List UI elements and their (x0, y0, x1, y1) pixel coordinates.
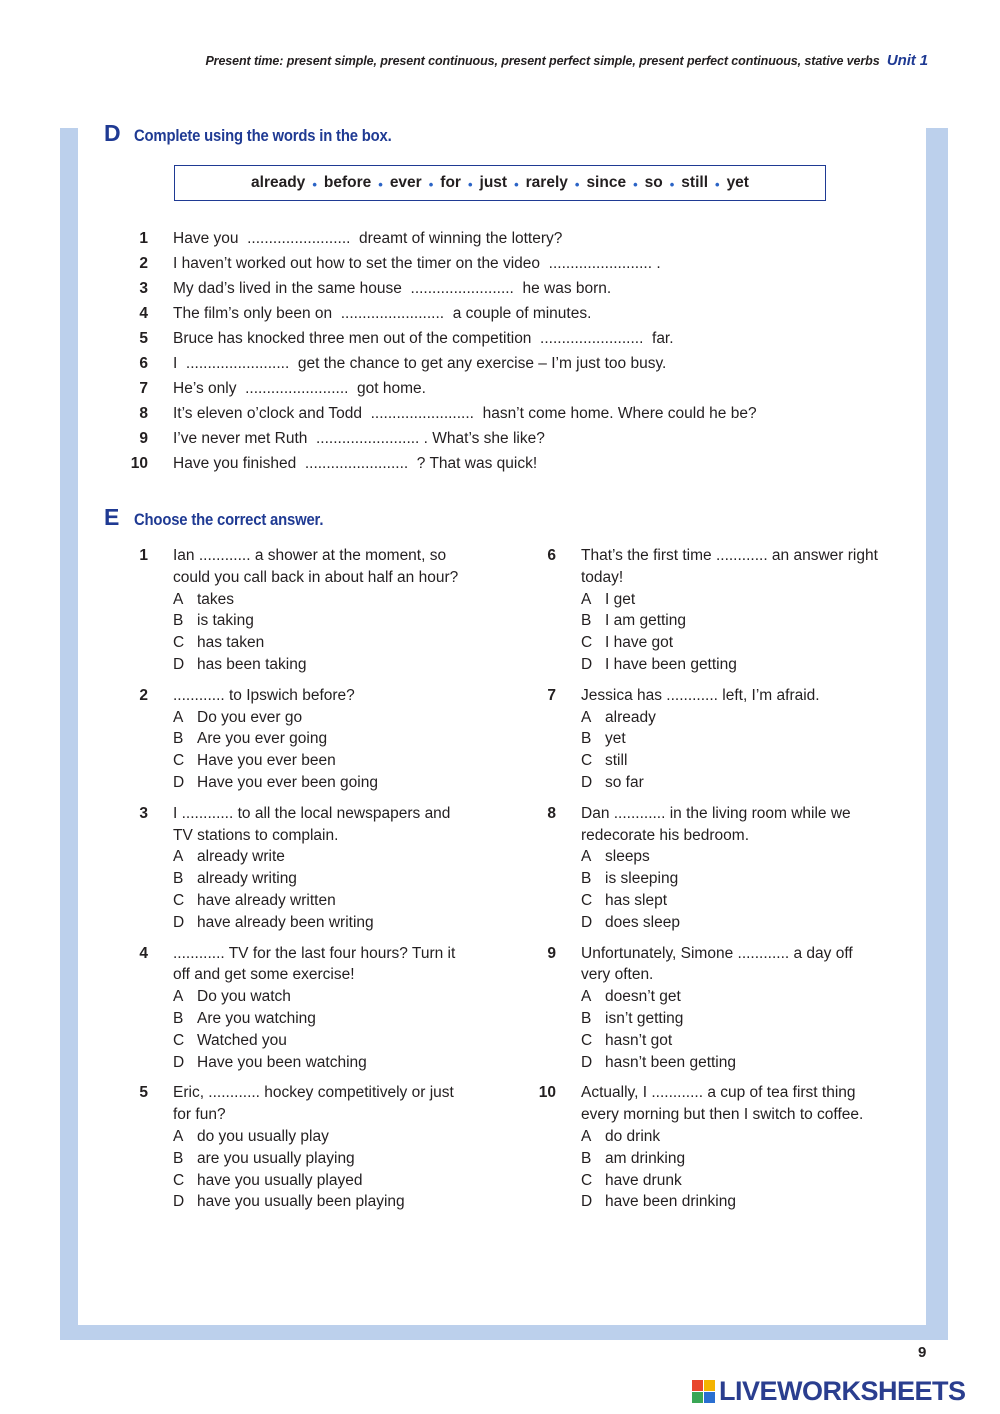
option-text: have you usually been playing (197, 1193, 405, 1211)
option-letter: C (581, 891, 593, 909)
box-word: yet (726, 174, 749, 191)
option-letter: A (581, 1127, 592, 1145)
option-letter: A (173, 1127, 184, 1145)
exercise-d-item (118, 451, 878, 476)
option-text: already write (197, 848, 285, 866)
item-sentence[interactable]: I ........................ get the chance to get any exercise – I’m just too busy. (173, 354, 667, 372)
answer-option[interactable] (581, 890, 881, 912)
answer-option[interactable] (173, 1030, 473, 1052)
option-text: already writing (197, 870, 297, 888)
word-separator: • (669, 176, 675, 192)
answer-option[interactable] (173, 707, 473, 729)
exercise-e-question (526, 685, 886, 794)
item-number: 7 (139, 379, 148, 397)
option-text: have been drinking (605, 1193, 736, 1211)
section-e-right-column (526, 545, 886, 1222)
option-text: hasn’t been getting (605, 1053, 736, 1071)
option-letter: A (173, 988, 184, 1006)
liveworksheets-logo-icon (692, 1380, 716, 1404)
answer-option[interactable] (581, 986, 881, 1008)
question-body (581, 685, 881, 794)
option-text: does sleep (605, 913, 680, 931)
option-letter: A (581, 988, 592, 1006)
question-number: 9 (547, 944, 556, 962)
exercise-e-question (118, 943, 478, 1074)
box-word: since (586, 174, 627, 191)
option-text: I get (605, 590, 636, 608)
option-text: I am getting (605, 612, 686, 630)
answer-option[interactable] (173, 912, 473, 934)
option-letter: B (581, 1009, 592, 1027)
option-text: Have you been watching (197, 1053, 367, 1071)
exercise-d-item (118, 326, 878, 351)
option-text: hasn’t got (605, 1031, 673, 1049)
exercise-e-question (118, 803, 478, 934)
item-number: 6 (139, 354, 148, 372)
header-unit: Unit 1 (886, 52, 928, 69)
word-separator: • (428, 176, 434, 192)
option-letter: D (581, 773, 593, 791)
option-text: Are you ever going (197, 730, 328, 748)
liveworksheets-logo (692, 1376, 966, 1407)
option-text: is taking (197, 612, 254, 630)
option-letter: B (581, 612, 592, 630)
item-sentence[interactable]: Bruce has knocked three men out of the competition ........................ far. (173, 329, 674, 347)
question-number: 5 (139, 1084, 148, 1102)
page-header (0, 52, 928, 69)
option-text: doesn’t get (605, 988, 681, 1006)
option-text: has slept (605, 891, 668, 909)
answer-option[interactable] (173, 846, 473, 868)
word-separator: • (378, 176, 383, 192)
answer-option[interactable] (173, 868, 473, 890)
option-letter: D (581, 1193, 593, 1211)
option-letter: C (173, 634, 185, 652)
word-separator: • (574, 176, 580, 192)
word-separator: • (467, 176, 473, 192)
option-letter: A (581, 708, 592, 726)
section-e-heading (104, 504, 344, 531)
question-stem: Eric, ............ hockey competitively or just for fun? (173, 1084, 454, 1124)
option-letter: D (581, 655, 593, 673)
option-letter: D (173, 913, 185, 931)
section-e-left-column (118, 545, 478, 1222)
answer-option[interactable] (581, 772, 881, 794)
item-number: 5 (139, 329, 148, 347)
answer-option[interactable] (581, 632, 881, 654)
option-letter: A (173, 848, 184, 866)
answer-option[interactable] (173, 986, 473, 1008)
option-letter: D (173, 655, 185, 673)
item-number: 4 (139, 304, 148, 322)
answer-option[interactable] (581, 1052, 881, 1074)
item-sentence[interactable]: The film’s only been on ........................ a couple of minutes. (173, 304, 592, 322)
word-separator: • (715, 176, 720, 192)
answer-option[interactable] (581, 868, 881, 890)
option-text: I have been getting (605, 655, 737, 673)
answer-option[interactable] (173, 728, 473, 750)
question-stem: That’s the first time ............ an answer right today! (581, 547, 878, 586)
answer-option[interactable] (581, 1148, 881, 1170)
option-letter: C (581, 1171, 593, 1189)
box-word: before (323, 174, 372, 191)
option-letter: A (581, 848, 592, 866)
option-letter: B (581, 1149, 592, 1167)
section-e-instruction: Choose the correct answer. (134, 511, 324, 529)
answer-option[interactable] (173, 1052, 473, 1074)
option-text: sleeps (605, 848, 650, 866)
question-number: 7 (547, 686, 556, 704)
answer-option[interactable] (173, 632, 473, 654)
question-body (173, 545, 473, 676)
answer-option[interactable] (581, 589, 881, 611)
question-number: 2 (139, 686, 148, 704)
question-stem: ............ to Ipswich before? (173, 686, 355, 704)
answer-option[interactable] (581, 728, 881, 750)
option-text: Do you watch (197, 988, 291, 1006)
option-text: do drink (605, 1127, 661, 1145)
exercise-d-item (118, 376, 878, 401)
option-text: Do you ever go (197, 708, 303, 726)
option-letter: C (173, 752, 185, 770)
item-sentence[interactable]: Have you finished ........................ ? That was quick! (173, 454, 538, 472)
option-letter: B (581, 870, 592, 888)
exercise-e-question (118, 545, 478, 676)
question-stem: ............ TV for the last four hours? Turn it off and get some exercise! (173, 944, 456, 984)
item-number: 3 (139, 279, 148, 297)
option-letter: C (173, 1171, 185, 1189)
option-letter: B (173, 1149, 184, 1167)
item-number: 1 (139, 229, 148, 247)
option-text: are you usually playing (197, 1149, 355, 1167)
question-body (581, 545, 881, 676)
box-word: still (681, 174, 708, 191)
question-number: 8 (547, 804, 556, 822)
section-d-list (118, 226, 878, 476)
option-letter: D (173, 773, 185, 791)
word-box (174, 165, 826, 201)
option-letter: B (173, 612, 184, 630)
question-body (581, 1082, 881, 1213)
section-d-letter: D (104, 120, 121, 146)
exercise-e-question (526, 1082, 886, 1213)
option-letter: A (173, 708, 184, 726)
item-sentence[interactable]: He’s only ........................ got home. (173, 379, 426, 397)
question-number: 6 (547, 547, 556, 564)
exercise-e-question (526, 803, 886, 934)
option-text: have already been writing (197, 913, 374, 931)
question-stem: Ian ............ a shower at the moment, so could you call back in about half an hour? (173, 547, 459, 586)
answer-option[interactable] (581, 912, 881, 934)
question-number: 3 (139, 804, 148, 822)
exercise-d-item (118, 426, 878, 451)
exercise-d-item (118, 401, 878, 426)
item-sentence[interactable]: It’s eleven o’clock and Todd ........................ hasn’t come home. Where could he be? (173, 404, 757, 422)
option-letter: C (581, 752, 593, 770)
option-letter: D (173, 1053, 185, 1071)
option-text: Watched you (197, 1031, 287, 1049)
page-number: 9 (918, 1344, 927, 1361)
answer-option[interactable] (173, 890, 473, 912)
option-letter: C (581, 634, 593, 652)
item-sentence[interactable]: I’ve never met Ruth ........................ . What’s she like? (173, 429, 545, 447)
box-word: already (251, 174, 306, 191)
answer-option[interactable] (581, 846, 881, 868)
answer-option[interactable] (173, 1126, 473, 1148)
question-stem: I ............ to all the local newspapers and TV stations to complain. (173, 804, 451, 844)
option-text: already (605, 708, 656, 726)
option-letter: A (581, 590, 592, 608)
box-word: for (440, 174, 461, 191)
exercise-d-item (118, 251, 878, 276)
option-letter: D (173, 1193, 185, 1211)
item-number: 8 (139, 404, 148, 422)
option-text: do you usually play (197, 1127, 329, 1145)
question-stem: Jessica has ............ left, I’m afraid. (581, 686, 820, 704)
answer-option[interactable] (173, 750, 473, 772)
question-body (581, 943, 881, 1074)
answer-option[interactable] (581, 610, 881, 632)
answer-option[interactable] (173, 772, 473, 794)
option-text: Have you ever been (197, 752, 336, 770)
option-text: isn’t getting (605, 1009, 684, 1027)
option-text: is sleeping (605, 870, 679, 888)
exercise-d-item (118, 276, 878, 301)
header-topic: Present time: present simple, present continuous, present perfect simple, present perfect continuous, stative verbs (205, 54, 880, 68)
option-text: has taken (197, 634, 265, 652)
answer-option[interactable] (173, 1148, 473, 1170)
section-d-instruction: Complete using the words in the box. (134, 127, 392, 145)
question-stem: Actually, I ............ a cup of tea first thing every morning but then I switch to coffee. (581, 1084, 864, 1124)
option-text: so far (605, 773, 644, 791)
answer-option[interactable] (581, 707, 881, 729)
section-e-letter: E (104, 504, 120, 530)
option-text: am drinking (605, 1149, 686, 1167)
exercise-d-item (118, 351, 878, 376)
answer-option[interactable] (581, 1126, 881, 1148)
item-sentence[interactable]: My dad’s lived in the same house ........................ he was born. (173, 279, 612, 297)
question-body (173, 685, 473, 794)
box-word: just (479, 174, 508, 191)
option-text: still (605, 752, 628, 770)
box-word: ever (389, 174, 422, 191)
item-number: 10 (130, 454, 148, 472)
item-sentence[interactable]: Have you ........................ dreamt of winning the lottery? (173, 229, 563, 247)
question-number: 1 (139, 547, 148, 564)
option-text: has been taking (197, 655, 307, 673)
word-separator: • (312, 176, 317, 192)
question-number: 10 (538, 1084, 556, 1102)
exercise-e-question (526, 545, 886, 676)
option-letter: D (581, 913, 593, 931)
item-number: 9 (139, 429, 148, 447)
box-word: rarely (525, 174, 568, 191)
option-letter: C (173, 1031, 185, 1049)
answer-option[interactable] (581, 750, 881, 772)
question-body (581, 803, 881, 934)
exercise-d-item (118, 226, 878, 251)
section-d-heading (104, 120, 420, 147)
answer-option[interactable] (173, 610, 473, 632)
item-number: 2 (139, 254, 148, 272)
exercise-e-question (526, 943, 886, 1074)
box-word: so (644, 174, 663, 191)
item-sentence[interactable]: I haven’t worked out how to set the timer on the video ........................ . (173, 254, 661, 272)
option-text: yet (605, 730, 626, 748)
answer-option[interactable] (581, 1170, 881, 1192)
option-letter: D (581, 1053, 593, 1071)
option-letter: C (581, 1031, 593, 1049)
option-text: I have got (605, 634, 674, 652)
option-letter: B (173, 730, 184, 748)
option-letter: B (173, 1009, 184, 1027)
exercise-e-question (118, 685, 478, 794)
question-number: 4 (139, 944, 148, 962)
option-letter: A (173, 590, 184, 608)
option-text: takes (197, 590, 235, 608)
option-letter: C (173, 891, 185, 909)
option-letter: B (581, 730, 592, 748)
option-letter: B (173, 870, 184, 888)
question-body (173, 1082, 473, 1213)
answer-option[interactable] (173, 589, 473, 611)
exercise-d-item (118, 301, 878, 326)
word-separator: • (514, 176, 519, 192)
option-text: Are you watching (197, 1009, 316, 1027)
option-text: have drunk (605, 1171, 682, 1189)
answer-option[interactable] (173, 1191, 473, 1213)
question-body (173, 803, 473, 934)
liveworksheets-logo-text: LIVEWORKSHEETS (719, 1376, 966, 1406)
question-stem: Unfortunately, Simone ............ a day off very often. (581, 944, 853, 984)
option-text: have already written (197, 891, 336, 909)
question-body (173, 943, 473, 1074)
option-text: have you usually played (197, 1171, 363, 1189)
answer-option[interactable] (173, 1008, 473, 1030)
answer-option[interactable] (173, 1170, 473, 1192)
answer-option[interactable] (581, 1030, 881, 1052)
question-stem: Dan ............ in the living room while we redecorate his bedroom. (581, 804, 851, 844)
answer-option[interactable] (581, 1008, 881, 1030)
exercise-e-question (118, 1082, 478, 1213)
option-text: Have you ever been going (197, 773, 378, 791)
word-separator: • (633, 176, 638, 192)
answer-option[interactable] (581, 654, 881, 676)
answer-option[interactable] (581, 1191, 881, 1213)
answer-option[interactable] (173, 654, 473, 676)
